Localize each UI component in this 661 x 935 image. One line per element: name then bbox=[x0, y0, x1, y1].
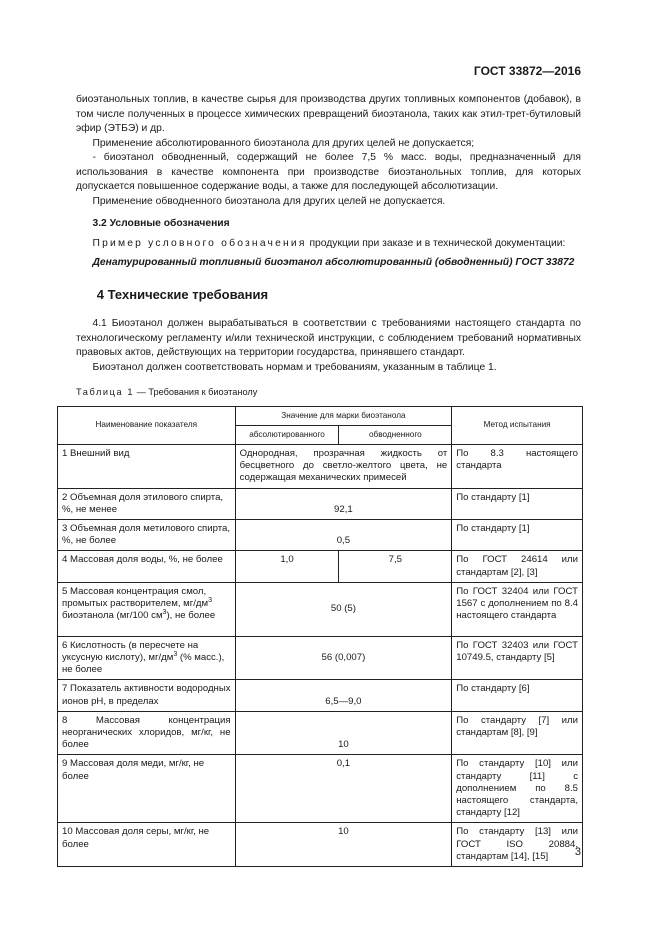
superscript: 3 bbox=[173, 650, 178, 658]
row-name: 3 Объемная доля метилового спирта, %, не более bbox=[58, 519, 236, 550]
row-value: 0,5 bbox=[235, 519, 452, 550]
row-name: 2 Объемная доля этилового спирта, %, не менее bbox=[58, 488, 236, 519]
row-name: 7 Показатель активности водородных ионов pH, в пределах bbox=[58, 680, 236, 711]
row-method: По 8.3 настоящего стандарта bbox=[452, 444, 583, 488]
document-id: ГОСТ 33872—2016 bbox=[473, 64, 581, 78]
row-name-part: 6 Кислотность (в пересчете на уксусную кислоту), мг/дм bbox=[62, 639, 199, 663]
table-row bbox=[58, 444, 583, 488]
row-value: 0,1 bbox=[235, 755, 452, 823]
superscript: 3 bbox=[162, 608, 167, 616]
table-row bbox=[58, 711, 583, 755]
table-row bbox=[58, 551, 583, 582]
row-name bbox=[58, 582, 236, 636]
table-caption-text: — Требования к биоэтанолу bbox=[134, 387, 258, 397]
row-method: По стандарту [1] bbox=[452, 488, 583, 519]
row-value: 92,1 bbox=[235, 488, 452, 519]
row-method: По ГОСТ 24614 или стандартам [2], [3] bbox=[452, 551, 583, 582]
superscript: 3 bbox=[208, 596, 213, 604]
header-watered: обводненного bbox=[339, 425, 452, 444]
row-name-part: 5 Массовая концентрация смол, промытых растворителем, мг/дм bbox=[62, 585, 209, 609]
row-method: По стандарту [7] или стандартам [8], [9] bbox=[452, 711, 583, 755]
row-name bbox=[58, 636, 236, 680]
row-value: 10 bbox=[235, 823, 452, 867]
example-line bbox=[76, 237, 581, 252]
intro-paragraph-4: Применение обводненного биоэтанола для других целей не допускается. bbox=[92, 195, 446, 207]
table-caption bbox=[76, 385, 581, 400]
row-method: По стандарту [1] bbox=[452, 519, 583, 550]
row-value: 50 (5) bbox=[235, 582, 452, 636]
row-method: По стандарту [6] bbox=[452, 680, 583, 711]
table-row bbox=[58, 755, 583, 823]
row-method: По стандарту [10] или стандарту [11] с дополнением по 8.5 настоящего стандарта, стандарту [12] bbox=[452, 755, 583, 823]
header-value: Значение для марки биоэтанола bbox=[235, 406, 452, 425]
row-name-part: ), не более bbox=[166, 610, 216, 622]
section-4-title: 4 Технические требования bbox=[96, 286, 269, 302]
table-row bbox=[58, 582, 583, 636]
page-number: 3 bbox=[574, 846, 581, 858]
section-4-para-2: Биоэтанол должен соответствовать нормам и требованиям, указанным в таблице 1. bbox=[92, 361, 497, 373]
row-name: 8 Массовая концентрация неорганических хлоридов, мг/кг, не более bbox=[58, 711, 236, 755]
example-text: продукции при заказе и в технической документации: bbox=[306, 237, 566, 249]
section-4-para-1: 4.1 Биоэтанол должен вырабатываться в соответствии с требованиями настоящего стандарта по технологическому регламенту и/или технической инструкции, с соблюдением требований нормативных правовых актов, действующих на территории государства, принявшего стандарт. bbox=[76, 318, 581, 358]
header-method: Метод испытания bbox=[452, 406, 583, 444]
row-value: 56 (0,007) bbox=[235, 636, 452, 680]
intro-paragraph-1: биоэтанольных топлив, в качестве сырья для производства других топливных компонентов (добавок), в том числе полученных в процессе химических превращений биоэтанола, таких как этил-трет-бутиловый эфир (ЭТБЭ) и др. bbox=[76, 94, 581, 134]
designation-example: Денатурированный топливный биоэтанол абсолютированный (обводненный) ГОСТ 33872 bbox=[92, 257, 575, 268]
intro-paragraph-2: Применение абсолютированного биоэтанола для других целей не допускается; bbox=[92, 137, 475, 149]
page-content bbox=[62, 93, 581, 867]
row-method: По ГОСТ 32403 или ГОСТ 10749.5, стандарту [5] bbox=[452, 636, 583, 680]
table-caption-label: Таблица 1 bbox=[76, 387, 135, 397]
row-name: 10 Массовая доля серы, мг/кг, не более bbox=[58, 823, 236, 867]
table-row bbox=[58, 636, 583, 680]
row-name: 9 Массовая доля меди, мг/кг, не более bbox=[58, 755, 236, 823]
table-row bbox=[58, 680, 583, 711]
section-3-2-title: 3.2 Условные обозначения bbox=[92, 218, 230, 229]
table-row bbox=[58, 488, 583, 519]
requirements-table bbox=[57, 406, 583, 867]
table-row bbox=[58, 823, 583, 867]
row-value: 10 bbox=[235, 711, 452, 755]
row-value: Однородная, прозрачная жидкость от бесцветного до светло-желтого цвета, не содержащая механических примесей bbox=[235, 444, 452, 488]
row-name: 4 Массовая доля воды, %, не более bbox=[58, 551, 236, 582]
example-label: Пример условного обозначения bbox=[92, 237, 307, 249]
row-value: 6,5—9,0 bbox=[235, 680, 452, 711]
table-row bbox=[58, 519, 583, 550]
header-name: Наименование показателя bbox=[58, 406, 236, 444]
row-method: По ГОСТ 32404 или ГОСТ 1567 с дополнением по 8.4 настоящего стандарта bbox=[452, 582, 583, 636]
row-value-absolute: 1,0 bbox=[235, 551, 339, 582]
row-method: По стандарту [13] или ГОСТ ISO 20884, стандартам [14], [15] bbox=[452, 823, 583, 867]
row-name-part: биоэтанола (мг/100 см bbox=[62, 610, 163, 622]
row-name: 1 Внешний вид bbox=[58, 444, 236, 488]
intro-paragraph-3: - биоэтанол обводненный, содержащий не более 7,5 % масс. воды, предназначенный для использования в качестве компонента при производстве биоэтанольных топлив, для которых допускается повышенное содержание воды, а также для последующей абсолютизации. bbox=[76, 152, 581, 192]
header-absolute: абсолютированного bbox=[235, 425, 339, 444]
row-name-part: (% масс.), не более bbox=[62, 651, 225, 676]
row-value-watered: 7,5 bbox=[339, 551, 452, 582]
